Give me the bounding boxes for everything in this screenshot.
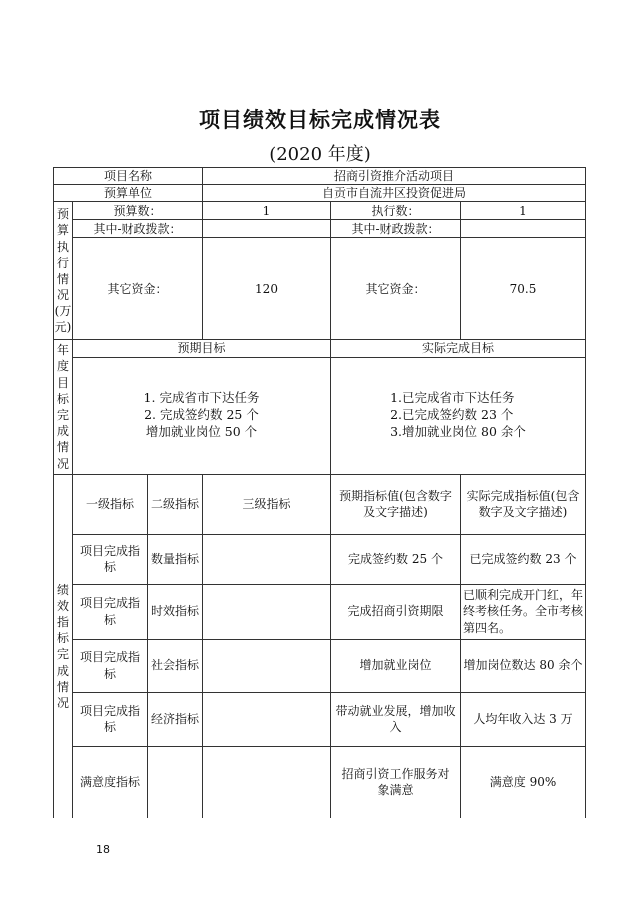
- indicator-section-label: 绩 效 指 标 完 成 情 况: [54, 474, 73, 818]
- row-level2: 经济指标: [148, 692, 203, 746]
- row-actual: 人均年收入达 3 万: [461, 692, 586, 746]
- year-subtitle: (2020 年度): [269, 144, 371, 165]
- row-level1: 项目完成指 标: [73, 692, 148, 746]
- row-level3: [203, 584, 331, 639]
- row-expected: 增加就业岗位: [331, 639, 461, 692]
- fiscal-executed-label: 其中-财政拨款：: [331, 220, 461, 238]
- other-funds-budget-value: 120: [203, 238, 331, 340]
- row-level3: [203, 746, 331, 818]
- project-name-label: 项目名称: [54, 168, 203, 185]
- actual-goal-content: 1.已完成省市下达任务 2.已完成签约数 23 个 3.增加就业岗位 80 余个: [331, 357, 586, 474]
- executed-amount-label: 执行数：: [331, 202, 461, 220]
- other-funds-row: [54, 238, 586, 340]
- row-actual: 已顺利完成开门红，年 终考核任务。全市考核 第四名。: [461, 584, 586, 639]
- annual-goal-header-row: [54, 340, 586, 357]
- executed-amount-value: 1: [461, 202, 586, 220]
- fiscal-budget-label: 其中-财政拨款：: [73, 220, 203, 238]
- fiscal-executed-value: [461, 220, 586, 238]
- level3-header: 三级指标: [203, 474, 331, 534]
- row-level3: [203, 534, 331, 584]
- actual-value-header: 实际完成指标值(包含 数字及文字描述): [461, 474, 586, 534]
- level2-header: 二级指标: [148, 474, 203, 534]
- project-name-row: [54, 168, 586, 185]
- budget-unit-row: [54, 185, 586, 202]
- indicator-header-row: [54, 474, 586, 534]
- row-actual: 满意度 90%: [461, 746, 586, 818]
- row-level3: [203, 639, 331, 692]
- annual-section-label: 年 度 目 标 完 成 情 况: [54, 340, 73, 474]
- expected-goal-header: 预期目标: [73, 340, 331, 357]
- actual-goal-header: 实际完成目标: [331, 340, 586, 357]
- row-expected: 完成签约数 25 个: [331, 534, 461, 584]
- budget-amount-label: 预算数：: [73, 202, 203, 220]
- budget-row: [54, 202, 586, 220]
- table-row: [54, 534, 586, 584]
- document-title: 项目绩效目标完成情况表: [199, 107, 441, 132]
- level1-header: 一级指标: [73, 474, 148, 534]
- row-actual: 已完成签约数 23 个: [461, 534, 586, 584]
- page-number: 18: [96, 843, 110, 856]
- row-level2: 数量指标: [148, 534, 203, 584]
- row-level2: [148, 746, 203, 818]
- budget-amount-value: 1: [203, 202, 331, 220]
- other-funds-executed-value: 70.5: [461, 238, 586, 340]
- annual-goal-content-row: [54, 357, 586, 474]
- other-funds-executed-label: 其它资金：: [331, 238, 461, 340]
- expected-goal-content: 1. 完成省市下达任务 2. 完成签约数 25 个 增加就业岗位 50 个: [73, 357, 331, 474]
- table-row: [54, 692, 586, 746]
- table-row: [54, 639, 586, 692]
- table-row: [54, 584, 586, 639]
- row-expected: 完成招商引资期限: [331, 584, 461, 639]
- row-expected: 招商引资工作服务对 象满意: [331, 746, 461, 818]
- row-level2: 社会指标: [148, 639, 203, 692]
- row-level1: 满意度指标: [73, 746, 148, 818]
- row-level1: 项目完成指 标: [73, 534, 148, 584]
- row-level1: 项目完成指 标: [73, 584, 148, 639]
- budget-unit-value: 自贡市自流井区投资促进局: [203, 185, 586, 202]
- fiscal-budget-value: [203, 220, 331, 238]
- other-funds-budget-label: 其它资金：: [73, 238, 203, 340]
- budget-section-label: 预 算 执 行 情 况 (万 元): [54, 202, 73, 340]
- fiscal-row: [54, 220, 586, 238]
- row-level1: 项目完成指 标: [73, 639, 148, 692]
- expected-value-header: 预期指标值(包含数字 及文字描述): [331, 474, 461, 534]
- project-name-value: 招商引资推介活动项目: [203, 168, 586, 185]
- row-level2: 时效指标: [148, 584, 203, 639]
- table-row: [54, 746, 586, 818]
- row-actual: 增加岗位数达 80 余个: [461, 639, 586, 692]
- performance-table: [53, 167, 586, 818]
- budget-unit-label: 预算单位: [54, 185, 203, 202]
- row-level3: [203, 692, 331, 746]
- row-expected: 带动就业发展，增加收 入: [331, 692, 461, 746]
